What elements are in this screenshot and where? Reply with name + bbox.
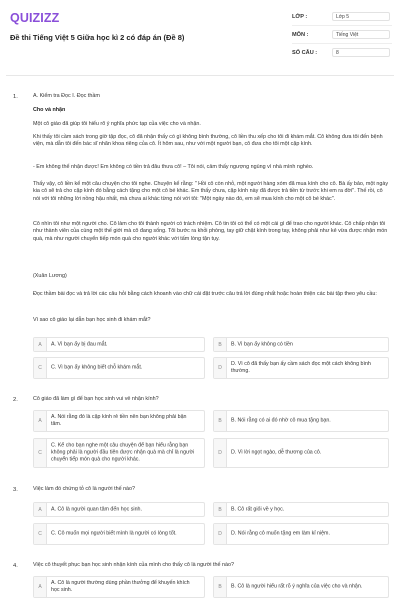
answer-option[interactable] (213, 523, 389, 545)
question-number: 2. (13, 397, 18, 403)
option-letter: B (214, 503, 227, 516)
answer-option[interactable] (213, 438, 389, 468)
story-author: (Xuân Lương) (33, 273, 67, 279)
page-title: Đề thi Tiếng Việt 5 Giữa học kì 2 có đáp án (Đề 8) (10, 33, 185, 42)
story-paragraph: Cô nhìn tôi như một người cho. Cô làm cho tôi thành người có trách nhiệm. Cô tin tôi có thể có một cái gì để trao cho người khác. Cô chấp nhận tôi như thành viên của cùng một thế giới mà cô đang sống. Tôi bước ra khỏi phòng, tay giữ chặt kính trong tay, không phải như kẻ vừa được nhận món quà, mà như người chuyển tiếp món quà cho người khác với tấm lòng tận tụy. (33, 221, 388, 242)
answer-option[interactable] (213, 502, 389, 517)
header-divider (6, 75, 394, 76)
option-letter: D (214, 358, 227, 378)
question-number: 3. (13, 487, 18, 493)
option-text: B. Cô là người hiểu rất rõ ý nghĩa của việc cho và nhận. (231, 583, 363, 590)
question-text: Việc làm đó chứng tỏ cô là người thế nào? (33, 486, 136, 492)
question-text: Cô giáo đã làm gì để bạn học sinh vui vẻ nhận kính? (33, 396, 159, 402)
option-text: C. Cô muốn mọi người biết mình là người có lòng tốt. (51, 530, 177, 537)
meta-count-row (292, 44, 392, 61)
meta-class-row (292, 8, 392, 26)
option-text: A. Cô là người quan tâm đến học sinh. (51, 506, 142, 512)
answer-option[interactable] (33, 410, 205, 432)
option-letter: C (34, 524, 47, 544)
section-heading: A. Kiểm tra Đọc I. Đọc thầm (33, 93, 100, 99)
option-text: B. Cô rất giỏi về y học. (231, 506, 285, 512)
header (0, 0, 400, 74)
subject-label: MÔN : (292, 32, 309, 38)
answer-option[interactable] (33, 438, 205, 468)
option-text: A. Cô là người thường dùng phần thưởng để khuyến khích học sinh. (51, 580, 190, 593)
meta-subject-row (292, 26, 392, 44)
option-text: D. Vì lời ngọt ngào, dễ thương của cô. (231, 449, 322, 456)
question-number: 4. (13, 563, 18, 569)
answer-option[interactable] (33, 357, 205, 379)
class-field[interactable]: Lớp 5 (332, 12, 390, 21)
option-text: C. Vì bạn ấy không biết chỗ khám mắt. (51, 364, 143, 371)
option-letter: A (34, 338, 47, 351)
story-paragraph: Một cô giáo đã giúp tôi hiểu rõ ý nghĩa phức tạp của việc cho và nhận. (33, 121, 201, 127)
count-label: SỐ CÂU : (292, 50, 318, 56)
subject-field[interactable]: Tiếng Việt (332, 30, 390, 39)
quizizz-logo: QUIZIZZ (10, 11, 60, 25)
story-paragraph: Thấy vậy, cô liền kể một câu chuyện cho tôi nghe. Chuyện kể rằng: " Hồi cô còn nhỏ, một người hàng xóm đã mua kính cho cô. Bà ấy bảo, một ngày kia cô sẽ trả cho cặp kính đó bằng cách tặng cho một cô bé khác. Em thấy chưa, cặp kính này đã được trả tiền từ trước khi em ra đời". Thế rồi, cô nói với tôi những lời nồng hậu nhất, mà chưa ai khác từng nói với tôi: "Một ngày nào đó, em sẽ mua kính cho một cô bé khác". (33, 181, 389, 202)
option-letter: B (214, 577, 227, 597)
meta-panel (292, 8, 392, 61)
option-letter: C (34, 439, 47, 467)
option-letter: B (214, 338, 227, 351)
option-letter: A (34, 503, 47, 516)
option-text: D. Nói rằng cô muốn tặng em làm kỉ niệm. (231, 530, 330, 537)
option-text: D. Vì cô đã thấy bạn ấy cầm sách đọc một cách không bình thường. (231, 361, 371, 374)
answer-option[interactable] (33, 523, 205, 545)
option-text: B. Vì bạn ấy không có tiền (231, 341, 293, 347)
option-text: A. Vì bạn ấy bị đau mắt. (51, 341, 108, 347)
answer-option[interactable] (213, 576, 389, 598)
question-text: Việc cô thuyết phục bạn học sinh nhận kính của mình cho thấy cô là người thế nào? (33, 562, 234, 568)
option-text: B. Nói rằng có ai đó nhờ cô mua tặng bạn. (231, 417, 331, 424)
story-paragraph: - Em không thể nhận được! Em không có tiền trả đâu thưa cô! – Tôi nói, cảm thấy ngượng ngùng vì nhà mình nghèo. (33, 164, 314, 170)
answer-option[interactable] (33, 576, 205, 598)
instruction-text: Đọc thầm bài đọc và trả lời các câu hỏi bằng cách khoanh vào chữ cái đặt trước câu trả lời đúng nhất hoặc hoàn thiện các bài tập theo yêu cầu: (33, 291, 377, 297)
option-text: A. Nói rằng đó là cặp kính rẻ tiền nên bạn không phải bận tâm. (51, 414, 187, 427)
count-field[interactable]: 8 (332, 48, 390, 57)
question-number: 1. (13, 94, 18, 100)
option-letter: D (214, 524, 227, 544)
story-paragraph: Khi thấy tôi cầm sách trong giờ tập đọc, cô đã nhận thấy có gì không bình thường, cô liền thu xếp cho tôi đi khám mắt. Cô không đưa tôi đến bệnh viện, mà dẫn tôi đến bác sĩ nhãn khoa riêng của cô. Ít hôm sau, như với một người bạn, cô đưa cho tôi một cặp kính. (33, 134, 383, 148)
answer-option[interactable] (213, 337, 389, 352)
option-text: C. Kể cho bạn nghe một câu chuyện để bạn hiểu rằng bạn không phải là người đầu tiên được nhận quà mà chỉ là người chuyển tiếp món quà cho người khác. (51, 442, 195, 463)
answer-option[interactable] (33, 502, 205, 517)
story-title: Cho và nhận (33, 107, 66, 113)
class-label: LỚP : (292, 14, 308, 20)
option-letter: B (214, 411, 227, 431)
answer-option[interactable] (213, 410, 389, 432)
option-letter: A (34, 411, 47, 431)
answer-option[interactable] (213, 357, 389, 379)
option-letter: C (34, 358, 47, 378)
option-letter: D (214, 439, 227, 467)
question-text: Vì sao cô giáo lại dẫn bạn học sinh đi khám mắt? (33, 317, 151, 323)
option-letter: A (34, 577, 47, 597)
answer-option[interactable] (33, 337, 205, 352)
